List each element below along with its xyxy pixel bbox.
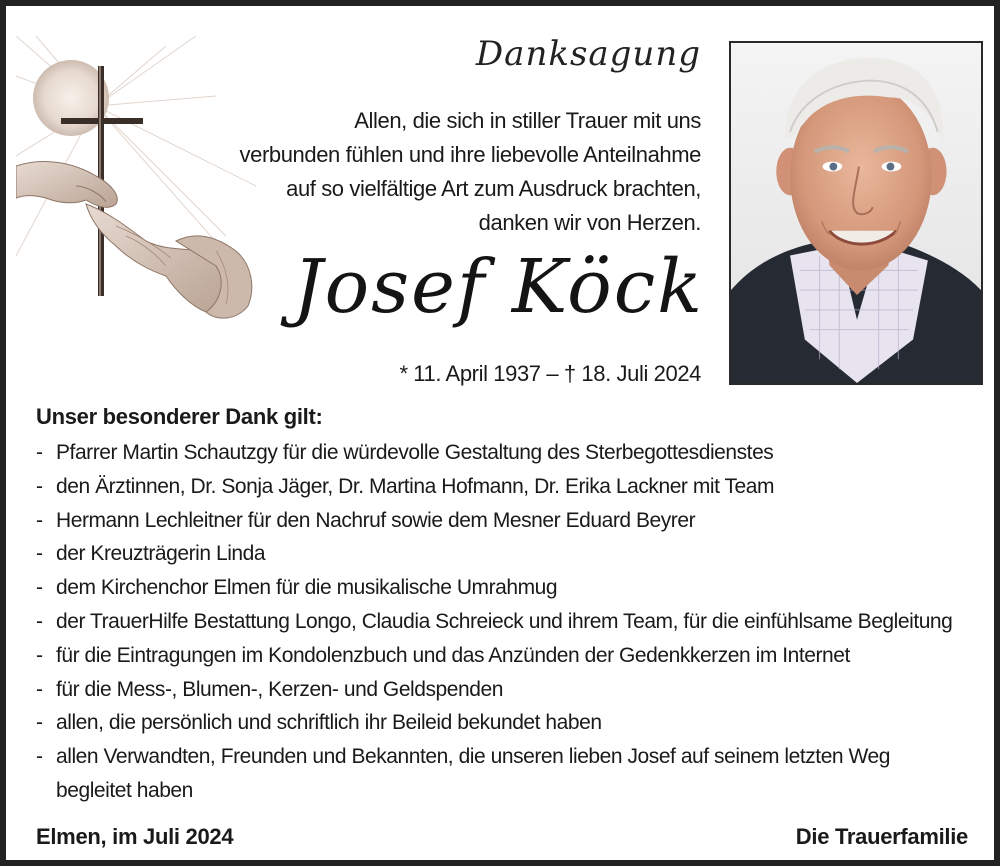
list-item <box>36 706 991 740</box>
deceased-name: Josef Köck <box>292 244 704 330</box>
list-item-text: dem Kirchenchor Elmen für die musikalische Umrahmug <box>56 576 558 600</box>
list-marker: - <box>36 441 43 464</box>
list-item-text: allen, die persönlich und schriftlich ihr Beileid bekundet haben <box>56 711 602 735</box>
list-marker: - <box>36 542 43 566</box>
intro-line: danken wir von Herzen. <box>478 210 701 235</box>
list-marker: - <box>36 609 43 633</box>
list-item-text: der Kreuzträgerin Linda <box>56 542 266 566</box>
list-item <box>36 504 991 538</box>
life-dates: * 11. April 1937 – † 18. Juli 2024 <box>399 361 701 386</box>
list-item-text: Hermann Lechleitner für den Nachruf sowie dem Mesner Eduard Beyrer <box>56 508 696 532</box>
signature: Die Trauerfamilie <box>795 824 968 849</box>
intro-line: auf so vielfältige Art zum Ausdruck brachten, <box>286 176 701 201</box>
list-item <box>36 605 991 639</box>
list-item-text: allen Verwandten, Freunden und Bekannten, die unseren lieben Josef auf seinem letzten Weg begleitet haben <box>56 745 890 802</box>
list-marker: - <box>36 745 43 769</box>
list-marker: - <box>36 508 43 532</box>
list-item-text: der TrauerHilfe Bestattung Longo, Claudia Schreieck und ihrem Team, für die einfühlsame Begleitung <box>56 609 953 633</box>
intro-line: Allen, die sich in stiller Trauer mit uns <box>354 108 701 133</box>
list-item <box>36 470 991 504</box>
list-item <box>36 639 991 673</box>
list-item-text: den Ärztinnen, Dr. Sonja Jäger, Dr. Martina Hofmann, Dr. Erika Lackner mit Team <box>56 474 775 498</box>
list-marker: - <box>36 474 43 498</box>
heading-danksagung: Danksagung <box>475 34 701 74</box>
place-date: Elmen, im Juli 2024 <box>36 824 234 849</box>
list-item-text: für die Eintragungen im Kondolenzbuch und das Anzünden der Gedenkkerzen im Internet <box>56 643 850 667</box>
list-item-text: Pfarrer Martin Schautzgy für die würdevolle Gestaltung des Sterbegottesdienstes <box>56 441 774 464</box>
thanks-list <box>36 436 991 808</box>
intro-text <box>206 104 701 240</box>
list-item <box>36 571 991 605</box>
list-marker: - <box>36 677 43 701</box>
list-marker: - <box>36 643 43 667</box>
list-marker: - <box>36 576 43 600</box>
intro-line: verbunden fühlen und ihre liebevolle Anteilnahme <box>239 142 701 167</box>
list-marker: - <box>36 711 43 735</box>
portrait-photo <box>729 41 983 385</box>
list-item <box>36 537 991 571</box>
list-item <box>36 436 991 470</box>
list-item <box>36 740 991 808</box>
list-item <box>36 673 991 707</box>
thanks-title: Unser besonderer Dank gilt: <box>36 404 323 429</box>
list-item-text: für die Mess-, Blumen-, Kerzen- und Geldspenden <box>56 677 503 701</box>
